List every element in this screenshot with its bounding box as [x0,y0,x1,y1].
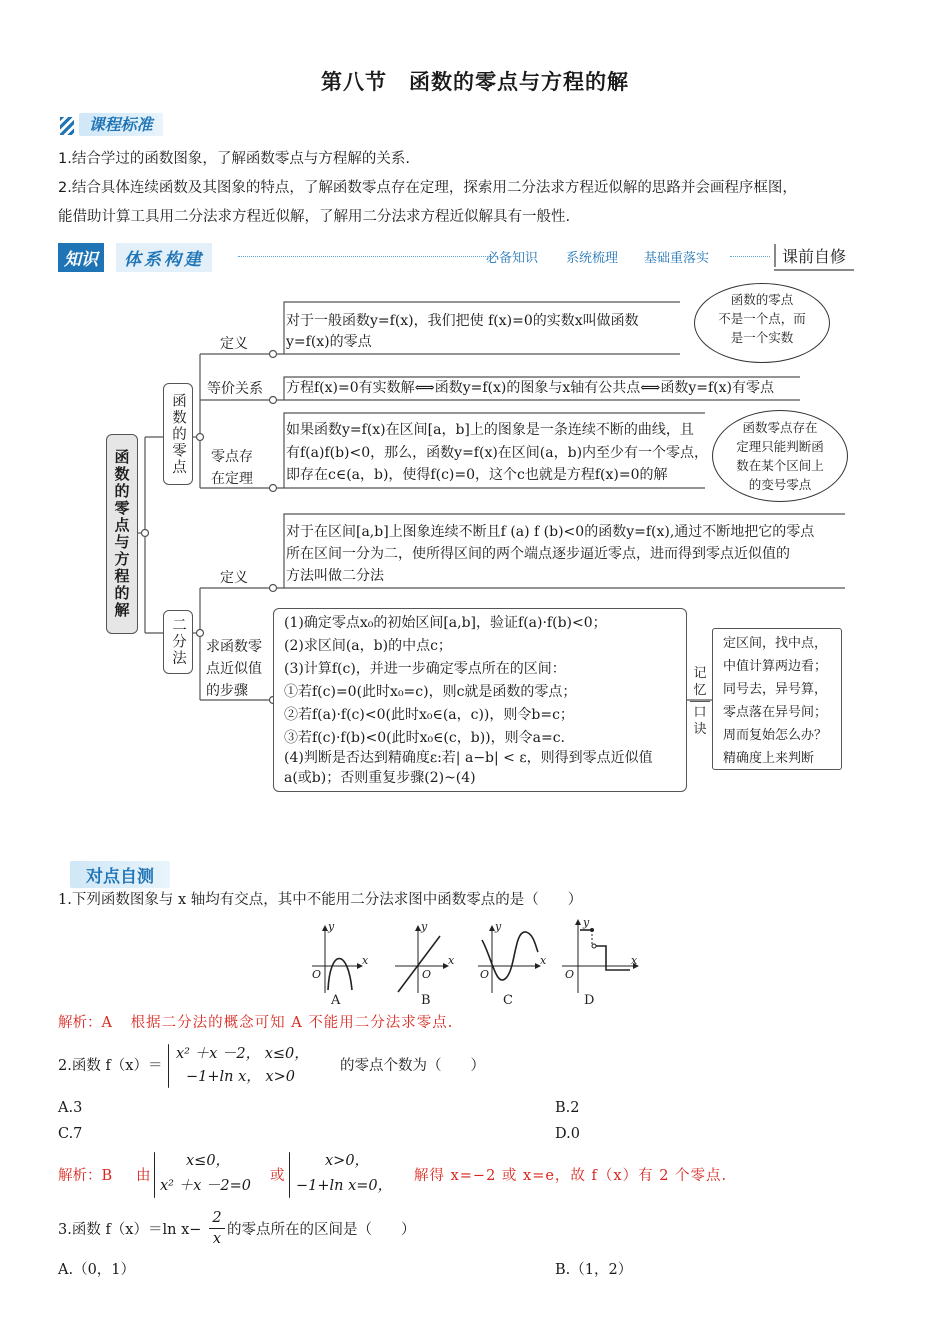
def2-line-1: 对于在区间[a,b]上图象连续不断且f (a) f (b)<0的函数y=f(x),通过不断地把它的零点 [286,524,815,540]
q2-option-a: A.3 [58,1100,83,1116]
q3-fraction-numerator: 2 [209,1208,225,1229]
graph-d-label: D [584,993,595,1008]
knowledge-banner-left-a: 知识 [58,243,104,272]
graph-b-label: B [421,993,431,1008]
step-3: (3)计算f(c)，并进一步确定零点所在的区间： [284,661,566,677]
steps-label-2: 点近似值 [206,661,262,677]
step-2: (2)求区间(a，b)的中点c； [284,638,452,654]
graph-c-y-label: y [495,920,502,933]
def1-label: 定义 [220,336,248,352]
q1-answer [58,1009,453,1037]
mnemonic-label-3: 口 [693,705,707,720]
step-1: (1)确定零点x₀的初始区间[a,b]，验证f(a)·f(b)<0； [284,615,607,631]
q3-fraction-denominator: x [212,1231,222,1247]
q2-option-b: B.2 [555,1100,580,1116]
step-3-case-1: ①若f(c)=0(此时x₀=c)，则c就是函数的零点； [284,684,577,700]
bubble1-line-2: 不是一个点，而 [718,311,806,326]
graph-c-x-label: x [540,954,547,967]
bubble2-line-3: 数在某个区间上 [736,458,824,473]
q2-answer-brace-1 [154,1152,155,1198]
def1-line-1: 对于一般函数y=f(x)，我们把使 f(x)=0的实数x叫做函数 [286,313,639,329]
mnemonic-line-4: 零点落在异号间； [723,705,828,720]
mnemonic-label [690,665,710,738]
q2-answer-sys1-b: x² ＋x －2=0 [160,1178,251,1194]
bubble1-line-1: 函数的零点 [730,292,794,307]
graph-b-origin: O [422,968,432,981]
exist-line-1: 如果函数y=f(x)在区间[a，b]上的图象是一条连续不断的曲线，且 [286,422,694,438]
q2-answer-sys1-a: x≤0， [186,1153,231,1169]
q2-prefix: 2.函数 f（x）＝ [58,1058,163,1074]
mnemonic-line-6: 精确度上来判断 [723,751,815,766]
def2-label: 定义 [220,570,248,586]
graph-d-open-point [592,944,596,948]
q2-answer-you: 由 [136,1168,151,1184]
mnemonic-label-2: 忆 [693,683,707,698]
bubble2-line-1: 函数零点存在 [742,420,818,435]
q2-case-2: −1+ln x， x>0 [186,1069,295,1085]
step-3-case-3: ③若f(c)·f(b)<0(此时x₀∈(c，b))，则令a=c. [284,730,565,746]
mnemonic-box [712,628,842,770]
graph-b-x-label: x [448,954,455,967]
graph-a-label: A [331,993,341,1008]
bubble1-line-3: 是一个实数 [730,330,794,345]
q3-suffix: 的零点所在的区间是（ ） [227,1222,416,1238]
page-title: 第八节 函数的零点与方程的解 [321,69,629,94]
course-standard-item-2: 2.结合具体连续函数及其图象的特点，了解函数零点存在定理，探索用二分法求方程近似解的思路并会画程序框图， [58,180,797,196]
q2-answer-text: 解得 x=−2 或 x=e，故 f（x）有 2 个零点. [414,1168,728,1184]
def1-line-2: y=f(x)的零点 [286,334,372,350]
q2-option-d: D.0 [555,1126,580,1142]
bubble2-line-2: 定理只能判断函 [736,439,824,454]
q3-option-a: A.（0，1） [58,1262,136,1278]
self-test-banner: 对点自测 [70,861,170,888]
graph-a-origin: O [312,968,322,981]
q2-answer-sys2-a: x>0， [325,1153,370,1169]
q2-case-1: x² ＋x －2， x≤0， [176,1046,309,1062]
graph-d-x-label: x [631,954,638,967]
mnemonic-line-5: 周而复始怎么办？ [723,728,828,743]
q2-answer-label: 解析：B [58,1168,113,1184]
step-4-line-2: a(或b)；否则重复步骤(2)~(4) [284,770,476,786]
knowledge-banner-right: 课前自修 [774,244,846,267]
q2-answer-brace-2 [289,1152,290,1198]
course-standard-item-1: 1.结合学过的函数图象，了解函数零点与方程解的关系. [58,151,410,167]
q3-prefix: 3.函数 f（x）＝ln x− [58,1222,202,1238]
def2-line-2: 所在区间一分为二，使所得区间的两个端点逐步逼近零点，进而得到零点近似值的 [286,546,790,562]
mindmap-branch-zero [163,383,193,485]
q2-answer-or: 或 [270,1168,285,1184]
mnemonic-line-3: 同号去，异号算， [723,682,828,697]
graph-d-origin: O [565,968,575,981]
step-4-line-1: (4)判断是否达到精确度ε:若| a−b| < ε，则得到零点近似值 [284,750,653,766]
graph-c-origin: O [480,968,490,981]
mnemonic-line-2: 中值计算两边看； [723,659,828,674]
mindmap-root [106,434,138,634]
graph-a-y-label: y [328,920,335,933]
q2-answer-sys2-b: −1+ln x=0， [296,1178,393,1194]
question-1: 1.下列函数图象与 x 轴均有交点，其中不能用二分法求图中函数零点的是（ ） [58,892,583,908]
mindmap-branch-bisection-label: 二分法 [170,617,186,667]
mnemonic-label-1: 记 [693,666,707,681]
graph-d-filled-point [590,928,594,932]
course-standard-item-3: 能借助计算工具用二分法求方程近似解，了解用二分法求方程近似解具有一般性. [58,209,571,225]
steps-label-1: 求函数零 [206,639,262,655]
knowledge-banner-left-b: 体系构建 [116,243,212,272]
mnemonic-line-1: 定区间，找中点， [723,636,828,651]
note-bubble-existence-theorem [712,410,848,502]
exist-label-1: 零点存 [211,449,253,465]
note-bubble-zero-definition [694,283,830,363]
q1-answer-label: 解析：A [58,1015,112,1031]
mindmap-branch-bisection [163,610,193,674]
def2-line-3: 方法叫做二分法 [286,568,384,584]
mindmap-branch-zero-label: 函数的零点 [170,392,186,476]
graph-d-y-label: y [583,918,590,929]
exist-line-3: 即存在c∈(a，b)，使得f(c)=0，这个c也就是方程f(x)=0的解 [286,467,668,483]
q2-option-c: C.7 [58,1126,83,1142]
q3-fraction [209,1208,225,1249]
knowledge-tag-2: 系统梳理 [566,251,619,266]
q3-option-b: B.（1，2） [555,1262,633,1278]
graph-b-y-label: y [421,920,428,933]
course-standard-title: 课程标准 [79,113,163,136]
mnemonic-label-4: 诀 [693,722,707,737]
step-3-case-2: ②若f(a)·f(c)<0(此时x₀∈(a，c))，则令b=c； [284,707,574,723]
knowledge-tag-1: 必备知识 [486,251,539,266]
mindmap-root-label: 函数的零点与方程的解 [112,449,131,619]
graph-c-label: C [503,993,513,1008]
q1-answer-text: 根据二分法的概念可知 A 不能用二分法求零点. [130,1015,454,1031]
knowledge-tag-3: 基础重落实 [644,251,710,266]
exist-line-2: 有f(a)f(b)<0，那么，函数y=f(x)在区间(a，b)内至少有一个零点， [286,445,709,461]
q2-suffix: 的零点个数为（ ） [340,1058,485,1074]
equiv-label: 等价关系 [207,381,263,397]
exist-label-2: 在定理 [211,471,253,487]
graph-a-x-label: x [362,954,369,967]
equiv-text: 方程f(x)=0有实数解⟺函数y=f(x)的图象与x轴有公共点⟺函数y=f(x)有零点 [286,380,774,396]
q2-brace [168,1044,169,1088]
q1-graphs [300,918,650,1010]
steps-label-3: 的步骤 [206,683,248,699]
bubble2-line-4: 的变号零点 [748,477,812,492]
